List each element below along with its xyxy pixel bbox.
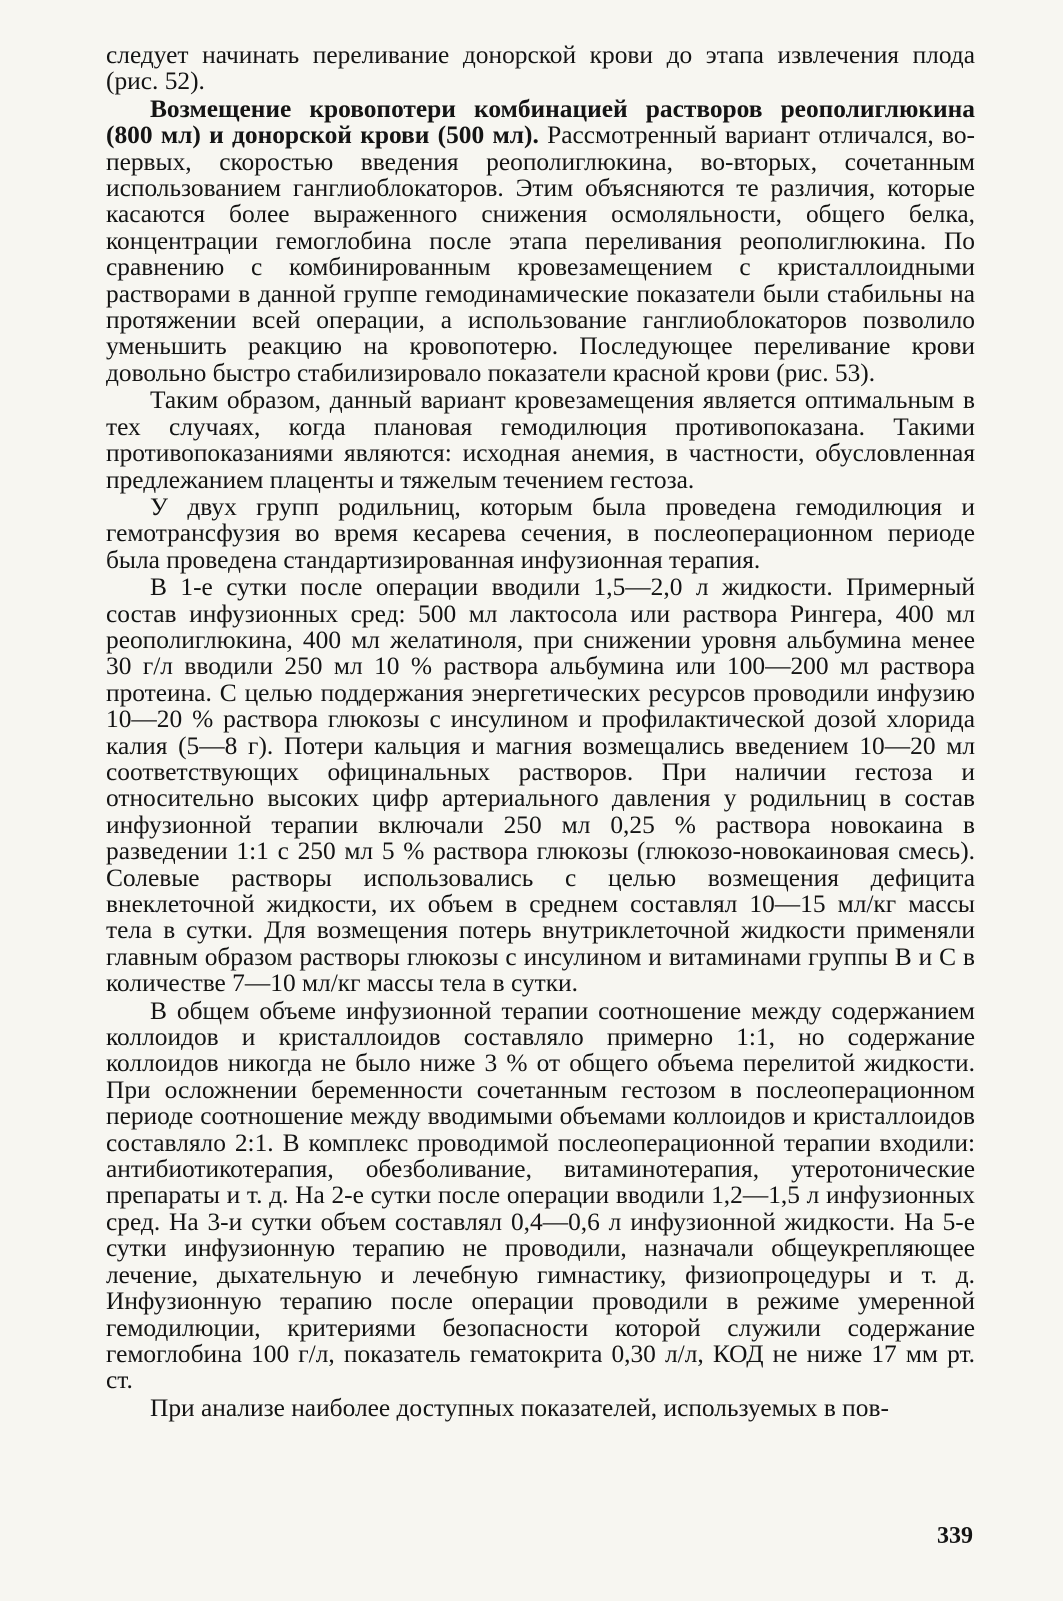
paragraph-analysis: При анализе наиболее доступных показателей, используемых в пов-	[150, 1393, 889, 1422]
paragraph-continuation: следует начинать переливание донорской крови до этапа извлечения плода (рис. 52).	[106, 41, 975, 96]
paragraph-postoperative-groups: У двух групп родильниц, которым была проведена гемодилюция и гемотрансфузия во время кесарева сечения, в послеоперационном периоде была проведена стандартизированная инфузионная терапия.	[106, 492, 975, 574]
page-number: 339	[937, 1523, 973, 1549]
paragraph-first-day-infusion: В 1-е сутки после операции вводили 1,5—2,0 л жидкости. Примерный состав инфузионных сред: 500 мл лактосола или раствора Рингера, 400 мл реополиглюкина, 400 мл желатиноля, при снижении уровня альбумина менее 30 г/л вводили 250 мл 10 % раствора альбумина или 100—200 мл раствора протеина. С целью поддержания энергетических ресурсов проводили инфузию 10—20 % раствора глюкозы с инсулином и профилактической дозой хлорида калия (5—8 г). Потери кальция и магния возмещались введением 10—20 мл соответствующих официнальных растворов. При наличии гестоза и относительно высоких цифр артериального давления у родильниц в состав инфузионной терапии включали 250 мл 0,25 % раствора новокаина в разведении 1:1 с 250 мл 5 % раствора глюкозы (глюкозо-новокаиновая смесь). Солевые растворы использовались с целью возмещения дефицита внеклеточной жидкости, их объем в среднем составлял 10—15 мл/кг массы тела в сутки. Для возмещения потерь внутриклеточной жидкости применяли главным образом растворы глюкозы с инсулином и витаминами группы В и С в количестве 7—10 мл/кг массы тела в сутки.	[106, 573, 975, 998]
body-text	[106, 42, 975, 1421]
paragraph-blood-loss-replacement: Возмещение кровопотери комбинацией растворов реополиглюкина (800 мл) и донорской крови (500 мл). Рассмотренный вариант отличался, во-первых, скоростью введения реополиглюкина, во-вторых, сочетанным использованием ганглиоблокаторов. Этим объясняются те различия, которые касаются более выраженного снижения осмоляльности, общего белка, концентрации гемоглобина после этапа переливания реополиглюкина. По сравнению с комбинированным кровезамещением с кристаллоидными растворами в данной группе гемодинамические показатели были стабильны на протяжении всей операции, а использование ганглиоблокаторов позволило уменьшить реакцию на кровопотерю. Последующее переливание крови довольно быстро стабилизировало показатели красной крови (рис. 53).	[106, 94, 975, 387]
section-heading: Возмещение кровопотери комбинацией растворов реополиглюкина (800 мл) и донорской крови (500 мл).	[106, 94, 975, 150]
paragraph-conclusion: Таким образом, данный вариант кровезамещения является оптимальным в тех случаях, когда плановая гемодилюция противопоказана. Такими противопоказаниями являются: исходная анемия, в частности, обусловленная предлежанием плаценты и тяжелым течением гестоза.	[106, 386, 975, 494]
paragraph-infusion-ratio: В общем объеме инфузионной терапии соотношение между содержанием коллоидов и кристаллоидов составляло примерно 1:1, но содержание коллоидов никогда не было ниже 3 % от общего объема перелитой жидкости. При осложнении беременности сочетанным гестозом в послеоперационном периоде соотношение между вводимыми объемами коллоидов и кристаллоидов составляло 2:1. В комплекс проводимой послеоперационной терапии входили: антибиотикотерапия, обезболивание, витаминотерапия, утеротонические препараты и т. д. На 2-е сутки после операции вводили 1,2—1,5 л инфузионных сред. На 3-и сутки объем составлял 0,4—0,6 л инфузионной жидкости. На 5-е сутки инфузионную терапию не проводили, назначали общеукрепляющее лечение, дыхательную и лечебную гимнастику, физиопроцедуры и т. д. Инфузионную терапию после операции проводили в режиме умеренной гемодилюции, критериями безопасности которой служили содержание гемоглобина 100 г/л, показатель гематокрита 0,30 л/л, КОД не ниже 17 мм рт. ст.	[106, 996, 975, 1395]
